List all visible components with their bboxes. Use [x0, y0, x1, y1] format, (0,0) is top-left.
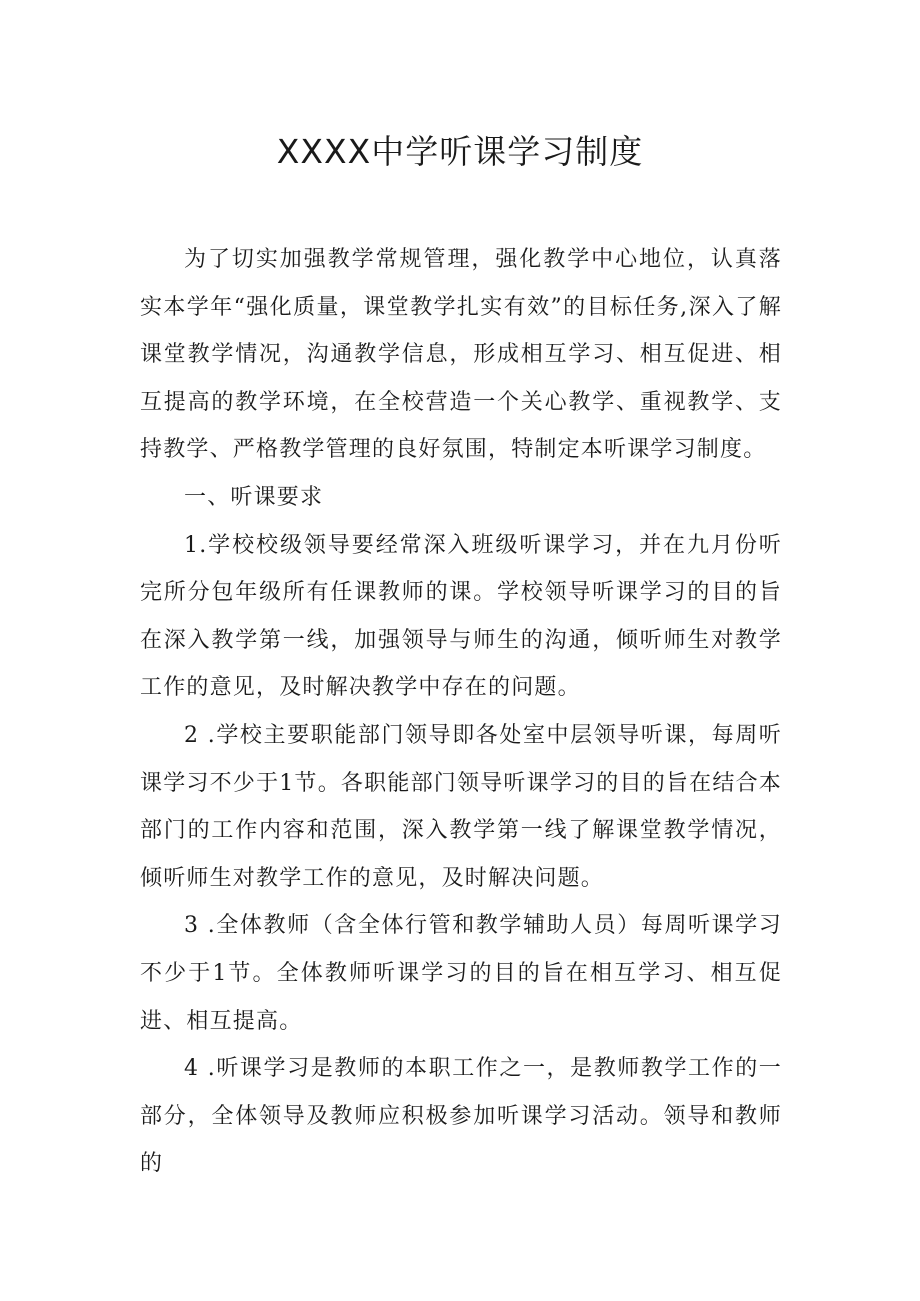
- requirement-item-4: 4 .听课学习是教师的本职工作之一，是教师教学工作的一部分，全体领导及教师应积极参加听课学习活动。领导和教师的: [140, 1056, 782, 1177]
- requirement-item-2: 2 .学校主要职能部门领导即各处室中层领导听课，每周听课学习不少于1节。各职能部门领导听课学习的目的旨在结合本部门的工作内容和范围，深入教学第一线了解课堂教学情况，倾听师生对教学工作的意见，及时解决问题。: [140, 722, 782, 891]
- requirement-item-3: 3 .全体教师（含全体行管和教学辅助人员）每周听课学习不少于1节。全体教师听课学习的目的旨在相互学习、相互促进、相互提高。: [140, 913, 782, 1034]
- document-title: XXXX中学听课学习制度: [276, 132, 644, 171]
- section-heading: 一、听课要求: [184, 484, 324, 510]
- intro-paragraph: 为了切实加强教学常规管理，强化教学中心地位，认真落实本学年“强化质量，课堂教学扎实有效”的目标任务,深入了解课堂教学情况，沟通教学信息，形成相互学习、相互促进、相互提高的教学环境，在全校营造一个关心教学、重视教学、支持教学、严格教学管理的良好氛围，特制定本听课学习制度。: [140, 247, 782, 463]
- requirement-item-1: 1.学校校级领导要经常深入班级听课学习，并在九月份听完所分包年级所有任课教师的课。学校领导听课学习的目的旨在深入教学第一线，加强领导与师生的沟通，倾听师生对教学工作的意见，及时解决教学中存在的问题。: [140, 532, 782, 701]
- document-body: [140, 236, 782, 1188]
